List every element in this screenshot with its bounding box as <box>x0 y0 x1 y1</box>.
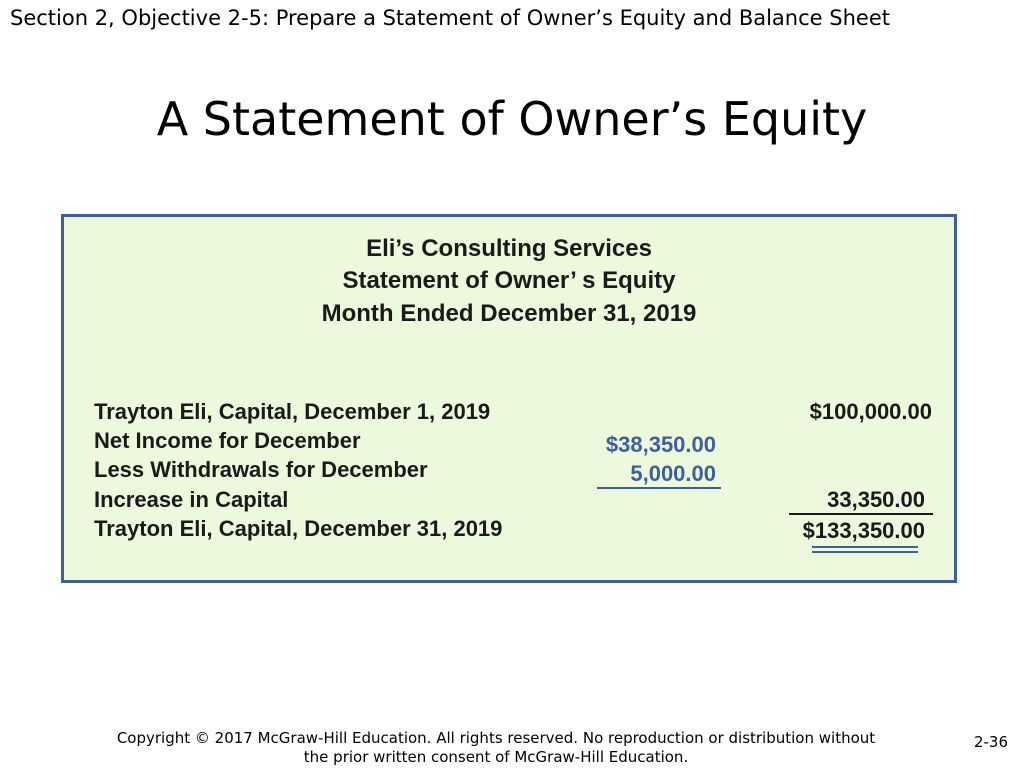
slide-title: A Statement of Owner’s Equity <box>156 92 868 146</box>
report-name: Statement of Owner’ s Equity <box>342 267 676 294</box>
statement-of-owners-equity <box>61 214 957 583</box>
subtotal-underline <box>597 487 721 489</box>
copyright-line-2: the prior written consent of McGraw-Hill Education. <box>303 748 689 766</box>
page-number: 2-36 <box>973 733 1008 751</box>
total-underline <box>789 513 933 515</box>
amount-net-income: $38,350.00 <box>605 432 716 457</box>
row-label-ending-capital: Trayton Eli, Capital, December 31, 2019 <box>94 516 503 541</box>
company-name: Eli’s Consulting Services <box>366 235 652 262</box>
amount-beginning-capital: $100,000.00 <box>809 399 932 424</box>
row-label-increase-in-capital: Increase in Capital <box>94 487 289 512</box>
row-label-withdrawals: Less Withdrawals for December <box>94 457 428 482</box>
report-period: Month Ended December 31, 2019 <box>321 300 697 327</box>
double-underline <box>812 546 918 553</box>
amount-increase-in-capital: 33,350.00 <box>827 487 925 512</box>
row-label-net-income: Net Income for December <box>94 428 361 453</box>
amount-withdrawals: 5,000.00 <box>630 461 716 486</box>
section-header: Section 2, Objective 2-5: Prepare a Statement of Owner’s Equity and Balance Sheet <box>10 6 890 30</box>
row-label-beginning-capital: Trayton Eli, Capital, December 1, 2019 <box>94 399 491 424</box>
copyright-notice <box>92 729 900 767</box>
amount-ending-capital: $133,350.00 <box>802 518 925 543</box>
copyright-line-1: Copyright © 2017 McGraw-Hill Education. All rights reserved. No reproduction or distribution without <box>116 729 876 747</box>
